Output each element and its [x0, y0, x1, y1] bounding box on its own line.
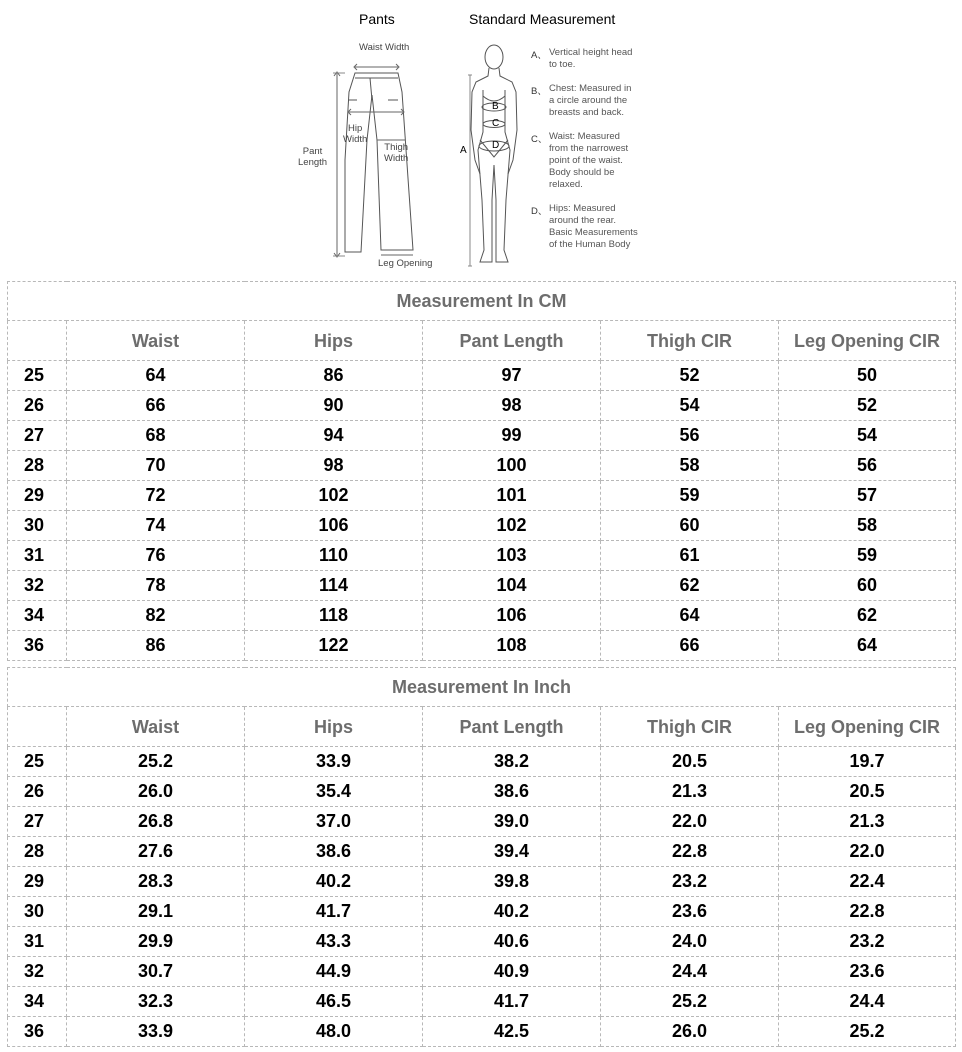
value-cell: 103: [423, 541, 601, 571]
size-cell: 25: [8, 361, 67, 391]
value-cell: 52: [601, 361, 779, 391]
pants-caption: Pants: [359, 11, 395, 27]
size-cell: 31: [8, 541, 67, 571]
size-cell: 28: [8, 451, 67, 481]
value-cell: 60: [779, 571, 956, 601]
inch-size-table: [7, 667, 955, 1047]
value-cell: 122: [245, 631, 423, 661]
size-cell: 26: [8, 777, 67, 807]
table-row: [8, 747, 956, 777]
value-cell: 38.6: [245, 837, 423, 867]
value-cell: 23.2: [779, 927, 956, 957]
header-cell: [8, 321, 67, 361]
cm-table-body: [8, 361, 956, 661]
size-cell: 32: [8, 957, 67, 987]
value-cell: 114: [245, 571, 423, 601]
size-cell: 27: [8, 421, 67, 451]
value-cell: 40.2: [245, 867, 423, 897]
value-cell: 106: [245, 511, 423, 541]
table-row: [8, 897, 956, 927]
note-b-letter: B、: [531, 86, 547, 97]
value-cell: 98: [245, 451, 423, 481]
figure-letter-d: D: [492, 140, 500, 151]
value-cell: 46.5: [245, 987, 423, 1017]
value-cell: 76: [67, 541, 245, 571]
value-cell: 64: [601, 601, 779, 631]
standard-measurement-caption: Standard Measurement: [469, 11, 616, 27]
value-cell: 21.3: [601, 777, 779, 807]
size-cell: 28: [8, 837, 67, 867]
measurement-diagram: [0, 0, 962, 278]
value-cell: 22.4: [779, 867, 956, 897]
value-cell: 41.7: [423, 987, 601, 1017]
size-cell: 32: [8, 571, 67, 601]
value-cell: 61: [601, 541, 779, 571]
inch-table-body: [8, 747, 956, 1047]
header-cell: Pant Length: [423, 321, 601, 361]
value-cell: 62: [601, 571, 779, 601]
value-cell: 22.0: [601, 807, 779, 837]
value-cell: 72: [67, 481, 245, 511]
value-cell: 39.8: [423, 867, 601, 897]
value-cell: 48.0: [245, 1017, 423, 1047]
table-row: [8, 361, 956, 391]
note-a-letter: A、: [531, 50, 547, 61]
note-d-text: Hips: Measured around the rear. Basic Measurements of the Human Body: [549, 203, 638, 250]
value-cell: 56: [601, 421, 779, 451]
value-cell: 59: [601, 481, 779, 511]
value-cell: 20.5: [601, 747, 779, 777]
value-cell: 64: [67, 361, 245, 391]
figure-letter-a: A: [460, 145, 467, 156]
table-row: [8, 957, 956, 987]
note-d-letter: D、: [531, 206, 548, 217]
value-cell: 110: [245, 541, 423, 571]
value-cell: 59: [779, 541, 956, 571]
value-cell: 24.0: [601, 927, 779, 957]
value-cell: 86: [245, 361, 423, 391]
value-cell: 100: [423, 451, 601, 481]
value-cell: 20.5: [779, 777, 956, 807]
value-cell: 68: [67, 421, 245, 451]
waist-width-label: Waist Width: [359, 42, 410, 53]
header-cell: Waist: [67, 707, 245, 747]
table-row: [8, 631, 956, 661]
value-cell: 43.3: [245, 927, 423, 957]
value-cell: 102: [245, 481, 423, 511]
inch-header-row: [8, 707, 956, 747]
value-cell: 94: [245, 421, 423, 451]
value-cell: 25.2: [67, 747, 245, 777]
figure-letter-b: B: [492, 101, 499, 112]
table-row: [8, 421, 956, 451]
value-cell: 38.2: [423, 747, 601, 777]
value-cell: 40.9: [423, 957, 601, 987]
hip-width-label: Hip Width: [343, 123, 368, 145]
size-cell: 30: [8, 511, 67, 541]
header-cell: [8, 707, 67, 747]
table-row: [8, 807, 956, 837]
header-cell: Thigh CIR: [601, 321, 779, 361]
value-cell: 86: [67, 631, 245, 661]
value-cell: 97: [423, 361, 601, 391]
inch-table-title: Measurement In Inch: [8, 668, 956, 707]
size-cell: 34: [8, 987, 67, 1017]
value-cell: 24.4: [601, 957, 779, 987]
value-cell: 50: [779, 361, 956, 391]
value-cell: 23.6: [601, 897, 779, 927]
value-cell: 66: [67, 391, 245, 421]
value-cell: 98: [423, 391, 601, 421]
value-cell: 35.4: [245, 777, 423, 807]
cm-size-table: [7, 281, 955, 661]
value-cell: 21.3: [779, 807, 956, 837]
value-cell: 22.8: [779, 897, 956, 927]
header-cell: Hips: [245, 321, 423, 361]
thigh-width-label: Thigh Width: [384, 142, 409, 164]
value-cell: 106: [423, 601, 601, 631]
size-cell: 36: [8, 631, 67, 661]
value-cell: 25.2: [779, 1017, 956, 1047]
value-cell: 70: [67, 451, 245, 481]
value-cell: 60: [601, 511, 779, 541]
table-row: [8, 571, 956, 601]
note-c-text: Waist: Measured from the narrowest point of the waist. Body should be relaxed.: [549, 131, 629, 190]
value-cell: 58: [779, 511, 956, 541]
value-cell: 78: [67, 571, 245, 601]
value-cell: 108: [423, 631, 601, 661]
value-cell: 22.0: [779, 837, 956, 867]
value-cell: 56: [779, 451, 956, 481]
value-cell: 58: [601, 451, 779, 481]
value-cell: 26.0: [67, 777, 245, 807]
value-cell: 28.3: [67, 867, 245, 897]
value-cell: 52: [779, 391, 956, 421]
table-row: [8, 777, 956, 807]
value-cell: 44.9: [245, 957, 423, 987]
table-row: [8, 927, 956, 957]
size-cell: 29: [8, 481, 67, 511]
value-cell: 33.9: [67, 1017, 245, 1047]
value-cell: 39.4: [423, 837, 601, 867]
value-cell: 26.0: [601, 1017, 779, 1047]
value-cell: 24.4: [779, 987, 956, 1017]
size-cell: 36: [8, 1017, 67, 1047]
cm-table-title: Measurement In CM: [8, 282, 956, 321]
table-row: [8, 987, 956, 1017]
value-cell: 57: [779, 481, 956, 511]
header-cell: Leg Opening CIR: [779, 321, 956, 361]
value-cell: 27.6: [67, 837, 245, 867]
value-cell: 54: [601, 391, 779, 421]
value-cell: 90: [245, 391, 423, 421]
table-row: [8, 481, 956, 511]
value-cell: 118: [245, 601, 423, 631]
value-cell: 102: [423, 511, 601, 541]
table-row: [8, 541, 956, 571]
value-cell: 29.1: [67, 897, 245, 927]
header-cell: Thigh CIR: [601, 707, 779, 747]
value-cell: 104: [423, 571, 601, 601]
size-cell: 26: [8, 391, 67, 421]
header-cell: Waist: [67, 321, 245, 361]
value-cell: 40.2: [423, 897, 601, 927]
table-row: [8, 511, 956, 541]
note-b-text: Chest: Measured in a circle around the breasts and back.: [549, 83, 632, 118]
value-cell: 23.2: [601, 867, 779, 897]
table-row: [8, 451, 956, 481]
value-cell: 42.5: [423, 1017, 601, 1047]
value-cell: 23.6: [779, 957, 956, 987]
leg-opening-label: Leg Opening: [378, 258, 433, 269]
value-cell: 38.6: [423, 777, 601, 807]
value-cell: 41.7: [245, 897, 423, 927]
value-cell: 37.0: [245, 807, 423, 837]
size-cell: 29: [8, 867, 67, 897]
table-row: [8, 837, 956, 867]
value-cell: 26.8: [67, 807, 245, 837]
value-cell: 32.3: [67, 987, 245, 1017]
body-figure: [468, 45, 517, 266]
figure-letter-c: C: [492, 118, 500, 129]
size-cell: 30: [8, 897, 67, 927]
value-cell: 99: [423, 421, 601, 451]
size-cell: 31: [8, 927, 67, 957]
value-cell: 19.7: [779, 747, 956, 777]
header-cell: Hips: [245, 707, 423, 747]
pant-length-label: Pant Length: [298, 146, 328, 168]
value-cell: 82: [67, 601, 245, 631]
note-a-text: Vertical height head to toe.: [549, 47, 633, 70]
value-cell: 39.0: [423, 807, 601, 837]
table-row: [8, 391, 956, 421]
value-cell: 22.8: [601, 837, 779, 867]
table-row: [8, 1017, 956, 1047]
size-cell: 34: [8, 601, 67, 631]
header-cell: Leg Opening CIR: [779, 707, 956, 747]
value-cell: 30.7: [67, 957, 245, 987]
value-cell: 101: [423, 481, 601, 511]
size-cell: 27: [8, 807, 67, 837]
pants-and-body-illustration: [0, 0, 962, 278]
value-cell: 62: [779, 601, 956, 631]
table-row: [8, 867, 956, 897]
value-cell: 40.6: [423, 927, 601, 957]
cm-header-row: [8, 321, 956, 361]
size-cell: 25: [8, 747, 67, 777]
value-cell: 74: [67, 511, 245, 541]
value-cell: 25.2: [601, 987, 779, 1017]
note-c-letter: C、: [531, 134, 548, 145]
value-cell: 64: [779, 631, 956, 661]
value-cell: 54: [779, 421, 956, 451]
value-cell: 66: [601, 631, 779, 661]
value-cell: 33.9: [245, 747, 423, 777]
header-cell: Pant Length: [423, 707, 601, 747]
value-cell: 29.9: [67, 927, 245, 957]
table-row: [8, 601, 956, 631]
